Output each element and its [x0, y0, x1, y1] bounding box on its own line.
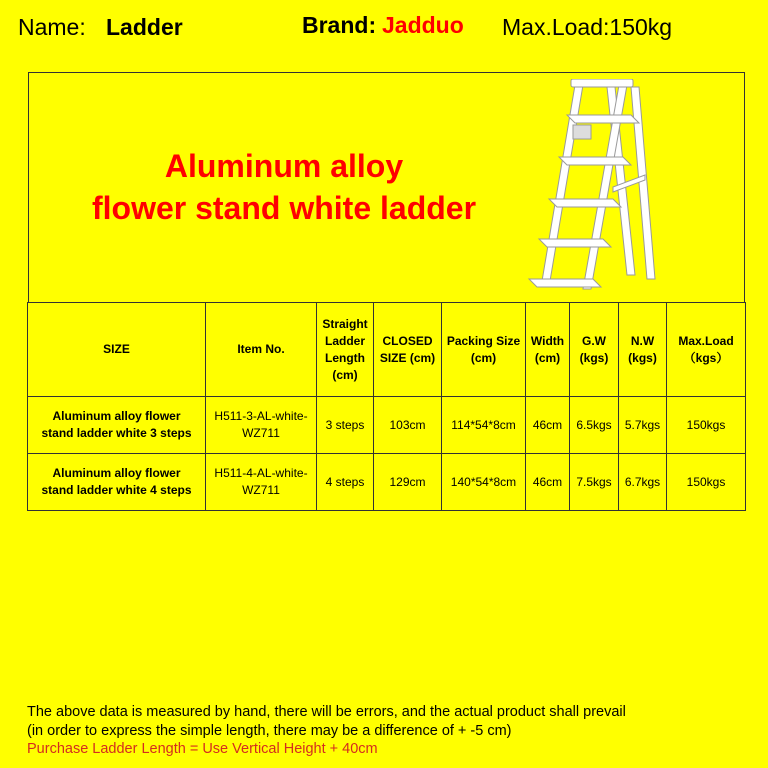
footer-notes [27, 703, 626, 759]
brand-label: Brand: [302, 12, 377, 38]
header-straight-length: Straight Ladder Length (cm) [317, 303, 374, 397]
cell-net-weight: 6.7kgs [619, 454, 667, 511]
cell-packing-size: 114*54*8cm [442, 397, 526, 454]
header-item-no: Item No. [206, 303, 317, 397]
cell-width: 46cm [526, 397, 570, 454]
hero-banner [28, 72, 745, 303]
header-width: Width (cm) [526, 303, 570, 397]
header-closed-size: CLOSED SIZE (cm) [374, 303, 442, 397]
cell-gross-weight: 7.5kgs [570, 454, 619, 511]
name-label: Name: [18, 14, 86, 40]
header-net-weight: N.W (kgs) [619, 303, 667, 397]
cell-width: 46cm [526, 454, 570, 511]
header-gross-weight: G.W (kgs) [570, 303, 619, 397]
cell-item-no: H511-4-AL-white- WZ711 [206, 454, 317, 511]
spec-table [27, 302, 746, 511]
cell-max-load: 150kgs [667, 454, 746, 511]
footer-line-2: (in order to express the simple length, there may be a difference of + -5 cm) [27, 722, 512, 739]
name-value: Ladder [106, 14, 183, 40]
header-packing-size: Packing Size (cm) [442, 303, 526, 397]
header-size: SIZE [28, 303, 206, 397]
cell-closed-size: 103cm [374, 397, 442, 454]
cell-size: Aluminum alloy flower stand ladder white 4 steps [28, 454, 206, 511]
cell-straight-length: 3 steps [317, 397, 374, 454]
cell-gross-weight: 6.5kgs [570, 397, 619, 454]
cell-net-weight: 5.7kgs [619, 397, 667, 454]
cell-max-load: 150kgs [667, 397, 746, 454]
table-row [28, 454, 746, 511]
table-header-row [28, 303, 746, 397]
hero-title-line2: flower stand white ladder [91, 190, 477, 226]
hero-title [29, 145, 539, 229]
cell-item-no: H511-3-AL-white- WZ711 [206, 397, 317, 454]
ladder-product-image [527, 79, 657, 297]
cell-packing-size: 140*54*8cm [442, 454, 526, 511]
header-max-load: Max.Load （kgs） [667, 303, 746, 397]
brand-value: Jadduo [382, 12, 464, 38]
max-load-label: Max.Load:150kg [502, 14, 673, 40]
cell-size: Aluminum alloy flower stand ladder white 3 steps [28, 397, 206, 454]
cell-closed-size: 129cm [374, 454, 442, 511]
cell-straight-length: 4 steps [317, 454, 374, 511]
table-row [28, 397, 746, 454]
footer-line-3: Purchase Ladder Length = Use Vertical Height + 40cm [27, 741, 378, 757]
hero-title-line1: Aluminum alloy [164, 148, 404, 184]
footer-line-1: The above data is measured by hand, there will be errors, and the actual product shall prevail [27, 704, 626, 720]
